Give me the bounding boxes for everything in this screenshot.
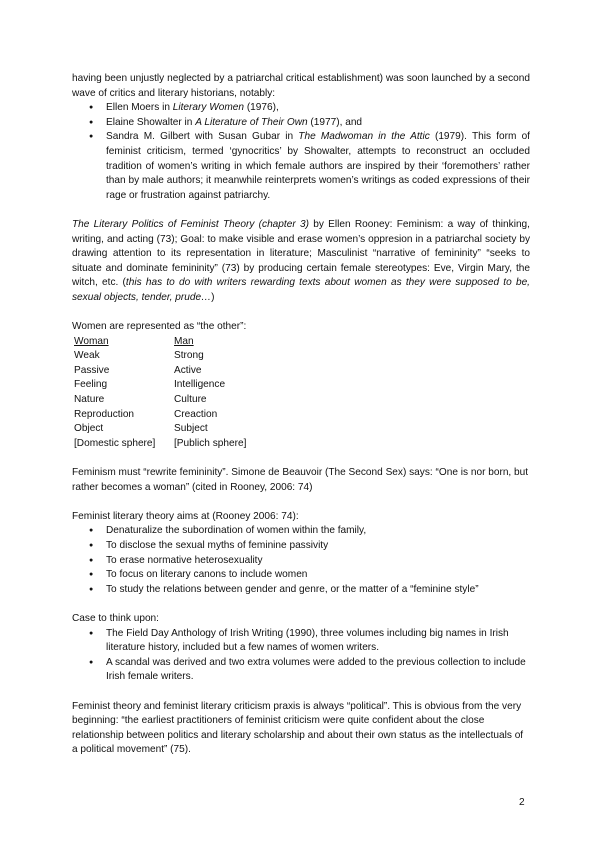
list-item: ● A scandal was derived and two extra volumes were added to the previous collection to include Irish female writers.	[72, 656, 530, 685]
table-row	[74, 422, 246, 437]
chapter-title: The Literary Politics of Feminist Theory (chapter 3)	[72, 218, 309, 230]
book-title: A Literature of Their Own	[195, 116, 308, 128]
table-cell: Subject	[174, 423, 208, 435]
man-header: Man	[174, 335, 194, 347]
table-row	[74, 408, 246, 423]
list-item	[72, 116, 530, 131]
table-row	[74, 393, 246, 408]
case-heading: Case to think upon:	[72, 612, 159, 624]
table-row	[74, 364, 246, 379]
table-cell: Weak	[74, 350, 100, 362]
list-item: ● To disclose the sexual myths of feminine passivity	[72, 539, 530, 554]
item-text: (1977), and	[307, 116, 363, 128]
item-text: (1976),	[244, 102, 279, 114]
list-item	[72, 101, 530, 116]
other-heading: Women are represented as “the other”:	[72, 321, 247, 333]
book-title: The Madwoman in the Attic	[298, 131, 430, 143]
intro-paragraph: having been unjustly neglected by a patriarchal critical establishment) was soon launched by a second wave of critics and literary historians, notably:	[72, 73, 530, 99]
list-item	[72, 130, 530, 203]
table-row	[74, 437, 246, 452]
woman-man-table	[74, 335, 246, 452]
item-text: Sandra M. Gilbert with Susan Gubar in	[106, 131, 299, 143]
table-header-row	[74, 335, 246, 350]
table-cell: Culture	[174, 394, 207, 406]
table-row	[74, 349, 246, 364]
table-cell: Nature	[74, 394, 105, 406]
list-item: ● To erase normative heterosexuality	[72, 554, 530, 569]
table-cell: Reproduction	[74, 408, 135, 420]
femininity-paragraph: Feminism must “rewrite femininity”. Simone de Beauvoir (The Second Sex) says: “One is nor born, but rather becomes a woman” (cited in Rooney, 2006: 74)	[72, 467, 529, 493]
document-page	[72, 72, 530, 758]
book-title: Literary Women	[172, 102, 245, 114]
woman-header: Woman	[74, 335, 109, 347]
item-text: Elaine Showalter in	[106, 116, 196, 128]
aims-list	[72, 524, 530, 597]
list-item: ● The Field Day Anthology of Irish Writing (1990), three volumes including big names in Irish literature history, included but a few names of women writers.	[72, 627, 530, 656]
item-text: (1979). This form of feminist criticism, termed ‘gynocritics’ by Showalter, attempts to reconstruct an occluded tradition of women’s writing in which female authors are inspired by their ‘foremothers’ rather than by male authors; it meanwhile reinterprets women’s writings as coded expressions of their rage or frustration against patriarchy.	[106, 131, 530, 201]
case-list	[72, 627, 530, 685]
table-cell: [Publich sphere]	[174, 437, 247, 449]
table-cell: Creaction	[174, 408, 218, 420]
table-cell: [Domestic sphere]	[74, 437, 156, 449]
table-cell: Passive	[74, 364, 110, 376]
table-cell: Strong	[174, 350, 204, 362]
page-number: 2	[519, 797, 525, 808]
table-cell: Feeling	[74, 379, 108, 391]
rooney-note: this has to do with writers rewarding texts about women as they were supposed to be, sexual objects, tender, prude…	[72, 277, 530, 303]
rooney-text: by Ellen Rooney: Feminism: a way of thinking, writing, and acting (73); Goal: to make visible and erase women’s oppresion in a patriarchal society by drawing attention to its representation in literature; Masculinist “narrative of femininity” “seeks to situate and dominate femininity” (73) by producing certain female stereotypes: Eve, Virgin Mary, the witch, etc. (	[72, 218, 530, 289]
list-item: ● To study the relations between gender and genre, or the matter of a “feminine style”	[72, 583, 530, 598]
rooney-close: )	[211, 291, 215, 303]
table-cell: Active	[174, 364, 202, 376]
item-text: Ellen Moers in	[106, 102, 173, 114]
list-item: ● To focus on literary canons to include women	[72, 568, 530, 583]
list-item: ● Denaturalize the subordination of women within the family,	[72, 524, 530, 539]
rooney-paragraph	[72, 218, 530, 306]
closing-paragraph: Feminist theory and feminist literary criticism praxis is always “political”. This is obvious from the very beginning: “the earliest practitioners of feminist criticism were quite confident about the close relationship between politics and literary scholarship and about their own status as the intellectuals of a political movement” (75).	[72, 700, 524, 756]
aims-heading: Feminist literary theory aims at (Rooney 2006: 74):	[72, 510, 299, 522]
critics-list	[72, 101, 530, 203]
table-cell: Object	[74, 423, 104, 435]
table-row	[74, 378, 246, 393]
table-cell: Intelligence	[174, 379, 226, 391]
